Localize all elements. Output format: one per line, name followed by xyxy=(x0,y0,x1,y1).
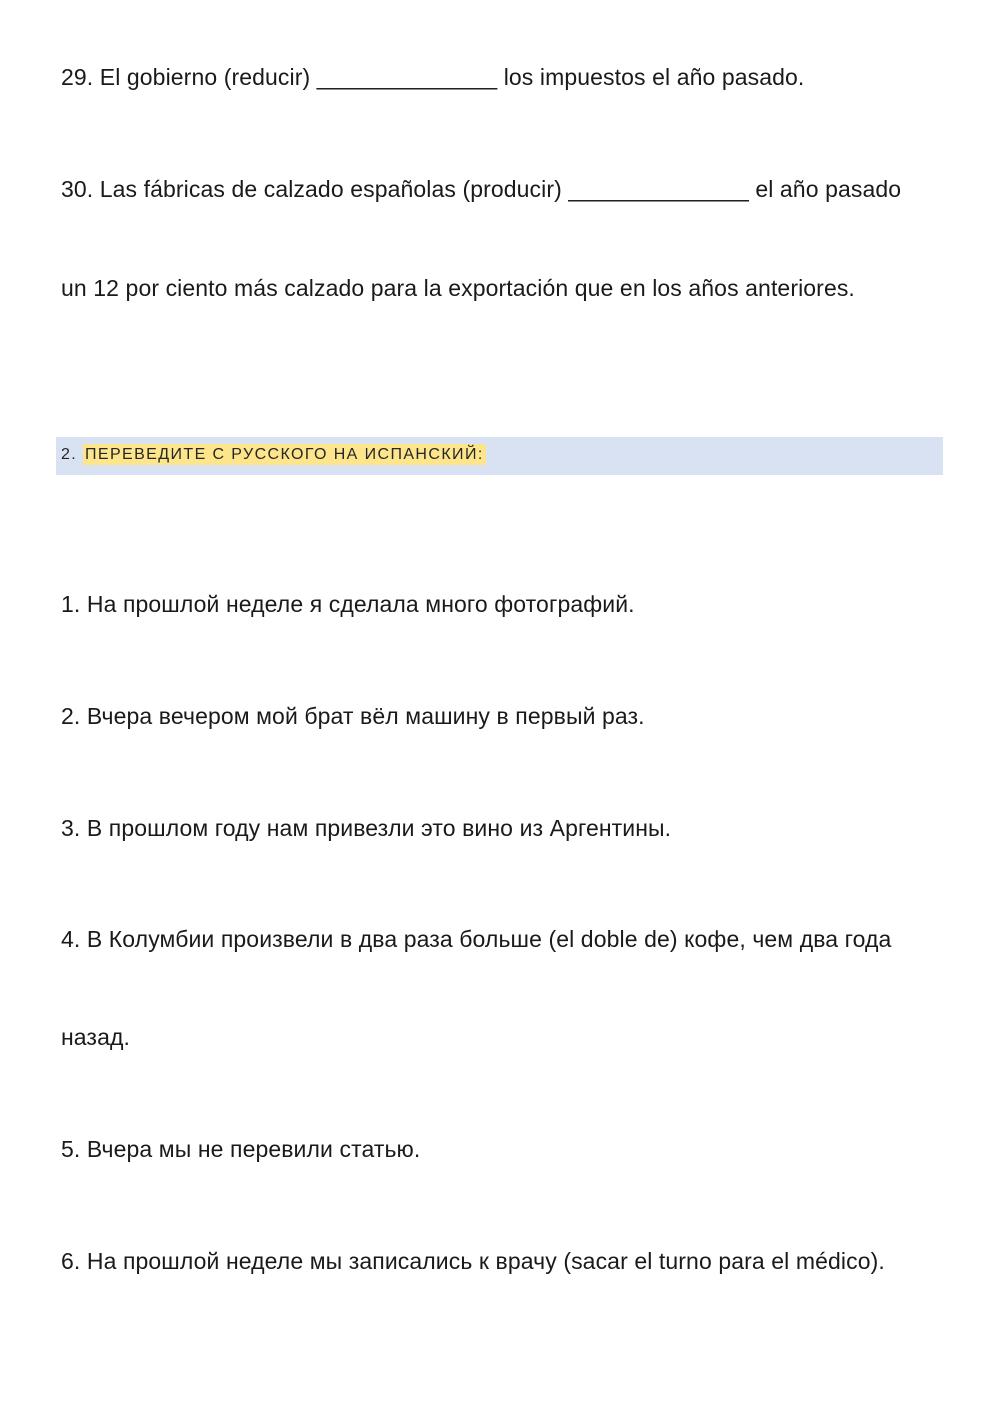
exercise-item-29: 29. El gobierno (reducir) ______________ los impuestos el año pasado. xyxy=(61,64,805,90)
section-number: 2. xyxy=(61,446,83,463)
section-title-highlighted: ПЕРЕВЕДИТЕ С РУССКОГО НА ИСПАНСКИЙ: xyxy=(85,446,484,463)
translation-item-4-line2: назад. xyxy=(61,1024,130,1050)
section-heading xyxy=(61,443,486,467)
translation-item-6: 6. На прошлой неделе мы записались к врачу (sacar el turno para el médico). xyxy=(61,1248,885,1274)
translation-item-3: 3. В прошлом году нам привезли это вино из Аргентины. xyxy=(61,815,672,841)
translation-item-1: 1. На прошлой неделе я сделала много фотографий. xyxy=(61,591,635,617)
translation-item-2: 2. Вчера вечером мой брат вёл машину в первый раз. xyxy=(61,703,645,729)
exercise-item-30-line2: un 12 por ciento más calzado para la exportación que en los años anteriores. xyxy=(61,275,855,301)
translation-item-4-line1: 4. В Колумбии произвели в два раза больше (el doble de) кофе, чем два года xyxy=(61,926,892,952)
exercise-item-30-line1: 30. Las fábricas de calzado españolas (producir) ______________ el año pasado xyxy=(61,176,902,202)
translation-item-5: 5. Вчера мы не перевили статью. xyxy=(61,1136,421,1162)
